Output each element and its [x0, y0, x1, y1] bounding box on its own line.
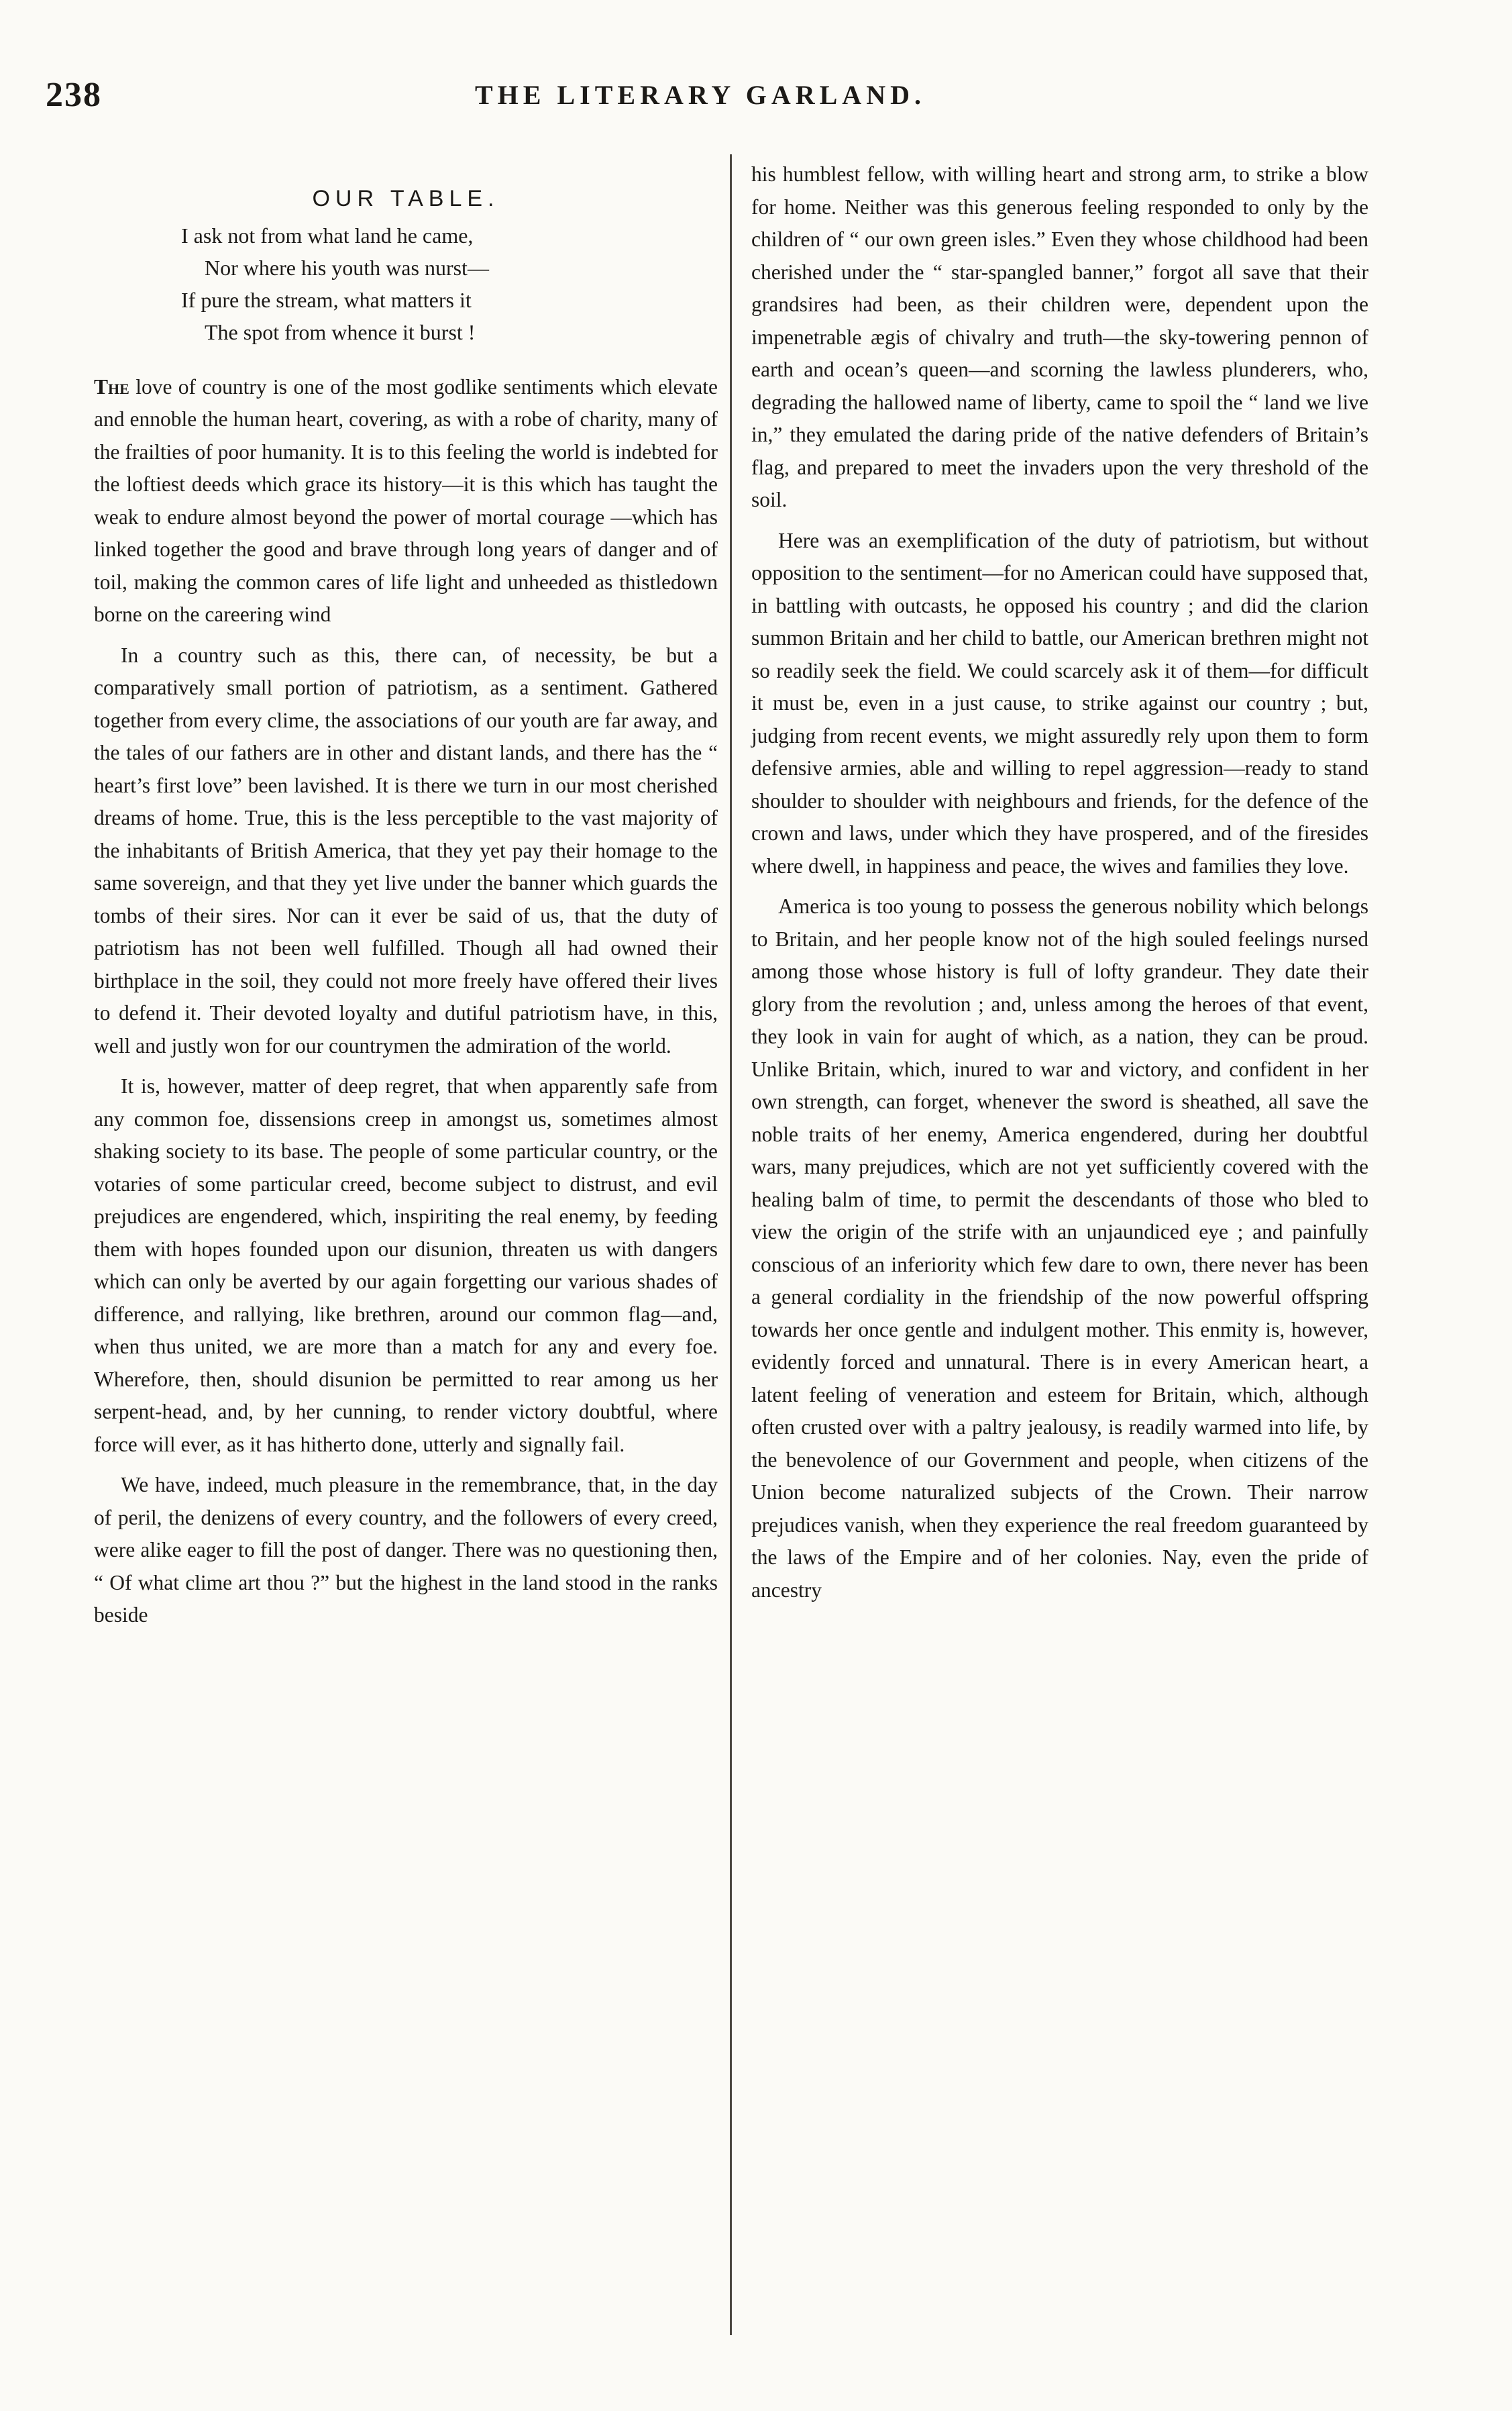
- section-title: OUR TABLE.: [312, 186, 500, 211]
- paragraph: America is too young to possess the generous nobility which belongs to Britain, and her people know not of the high souled feelings nursed among those whose history is full of lofty grandeur. They date their glory from the revolution ; and, unless among the heroes of that event, they look in vain for aught of which, as a nation, they can be proud. Unlike Britain, which, inured to war and victory, and confident in her own strength, can forget, whenever the sword is sheathed, all save the noble traits of her enemy, America engendered, during her doubtful wars, many prejudices, which are not yet sufficiently covered with the healing balm of time, to permit the descendants of those who bled to view the origin of the strife with an unjaundiced eye ; and painfully conscious of an inferiority which few dare to own, there never has been a general cordiality in the friendship of the now powerful offspring towards her once gentle and indulgent mother. This enmity is, however, evidently forced and unnatural. There is in every American heart, a latent feeling of veneration and esteem for Britain, which, although often crusted over with a paltry jealousy, is readily warmed into life, by the benevolence of our Government and people, when citizens of the Union become naturalized subjects of the Crown. Their narrow prejudices vanish, when they experience the real freedom guaranteed by the laws of the Empire and of her colonies. Nay, even the pride of ancestry: [751, 894, 1368, 1602]
- lead-word: The: [94, 374, 129, 399]
- right-column: [751, 158, 1368, 1614]
- left-column: [94, 158, 718, 1640]
- paragraph: We have, indeed, much pleasure in the remembrance, that, in the day of peril, the denizens of every country, and the followers of every creed, were alike eager to fill the post of danger. There was no questioning then, “ Of what clime art thou ?” but the highest in the land stood in the ranks beside: [94, 1473, 718, 1627]
- column-divider: [730, 154, 732, 2335]
- running-title: THE LITERARY GARLAND.: [475, 80, 926, 110]
- paragraph: [94, 371, 718, 631]
- paragraph-text: love of country is one of the most godlike sentiments which elevate and ennoble the human heart, covering, as with a robe of charity, many of the frailties of poor humanity. It is to this feeling the world is indebted for the loftiest deeds which grace its history—it is this which has taught the weak to endure almost beyond the power of mortal courage —which has linked together the good and brave through long years of danger and of toil, making the common cares of life light and unheeded as thistledown borne on the careering wind: [94, 374, 718, 626]
- epigraph-line: The spot from whence it burst !: [205, 319, 476, 344]
- paragraph: Here was an exemplification of the duty of patriotism, but without opposition to the sentiment—for no American could have supposed that, in battling with outcasts, he opposed his country ; and did the clarion summon Britain and her child to battle, our American brethren might not so readily seek the field. We could scarcely ask it of them—for difficult it must be, even in a just cause, to strike against our country ; but, judging from recent events, we might assuredly rely upon them to form defensive armies, able and willing to repel aggression—ready to stand shoulder to shoulder with neighbours and friends, for the defence of the crown and laws, under which they have prospered, and of the firesides where dwell, in happiness and peace, the wives and families they love.: [751, 528, 1368, 878]
- epigraph-line: If pure the stream, what matters it: [181, 287, 472, 312]
- page-number: 238: [46, 76, 102, 114]
- paragraph: It is, however, matter of deep regret, that when apparently safe from any common foe, dissensions creep in amongst us, sometimes almost shaking society to its base. The people of some particular country, or the votaries of some particular creed, become subject to distrust, and evil prejudices are engendered, which, inspiriting the real enemy, by feeding them with hopes founded upon our disunion, threaten us with dangers which can only be averted by our again forgetting our various shades of difference, and rallying, like brethren, around our common flag—and, when thus united, we are more than a match for any and every foe. Wherefore, then, should disunion be permitted to rear among us her serpent-head, and, by her cunning, to render victory doubtful, where force will ever, as it has hitherto done, utterly and signally fail.: [94, 1074, 718, 1456]
- epigraph-line: I ask not from what land he came,: [181, 223, 474, 248]
- epigraph: [94, 219, 718, 348]
- paragraph-continued: his humblest fellow, with willing heart and strong arm, to strike a blow for home. Neither was this generous feeling responded to only by the children of “ our own green isles.” Even they whose childhood had been cherished under the “ star-spangled banner,” forgot all save that their grandsires had been, as their children were, dependent upon the impenetrable ægis of chivalry and truth—the sky-towering pennon of earth and ocean’s queen—and scorning the lawless plunderers, who, degrading the hallowed name of liberty, came to spoil the “ land we live in,” they emulated the daring pride of the native defenders of Britain’s flag, and prepared to meet the invaders upon the very threshold of the soil.: [751, 162, 1368, 511]
- page-header: [46, 75, 1387, 122]
- epigraph-line: Nor where his youth was nurst—: [205, 255, 489, 280]
- paragraph: In a country such as this, there can, of necessity, be but a comparatively small portion of patriotism, as a sentiment. Gathered together from every clime, the associations of our youth are far away, and the tales of our fathers are in other and distant lands, and there has the “ heart’s first love” been lavished. It is there we turn in our most cherished dreams of home. True, this is the less perceptible to the vast majority of the inhabitants of British America, that they yet pay their homage to the same sovereign, and that they yet live under the banner which guards the tombs of their sires. Nor can it ever be said of us, that the duty of patriotism has not been well fulfilled. Though all had owned their birthplace in the soil, they could not more freely have offered their lives to defend it. Their devoted loyalty and dutiful patriotism have, in this, well and justly won for our countrymen the admiration of the world.: [94, 643, 718, 1058]
